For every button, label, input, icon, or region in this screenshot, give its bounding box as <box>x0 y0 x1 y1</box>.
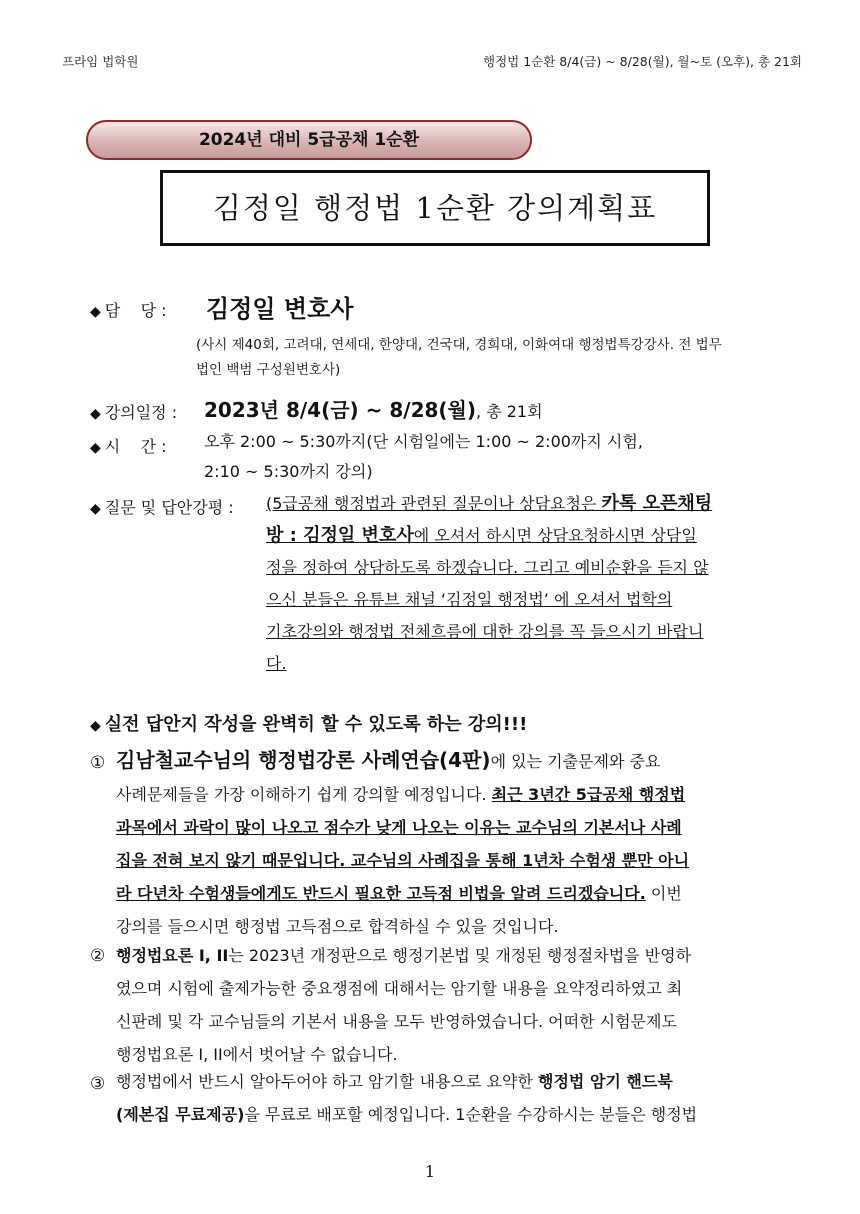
qa-text: 에 오셔서 하시면 상담요청하시면 상담일 <box>413 526 697 545</box>
item1-text: 이번 <box>645 884 682 903</box>
item1-text: 에 있는 기출문제와 중요 <box>490 752 661 771</box>
time-line: 오후 2:00 ~ 5:30까지(단 시험일에는 1:00 ~ 2:00까지 시험, <box>204 432 643 451</box>
item3-text: 을 무료로 배포할 예정입니다. 1순환을 수강하시는 분들은 행정법 <box>244 1105 698 1124</box>
header-academy: 프라임 법학원 <box>62 54 139 69</box>
qa-text: (5급공채 행정법과 관련된 질문이나 상담요청은 <box>266 494 602 513</box>
section-heading: ◆ 실전 답안지 작성을 완벽히 할 수 있도록 하는 강의!!! <box>90 714 528 735</box>
time-line: 2:10 ~ 5:30까지 강의) <box>204 462 373 481</box>
instructor-row <box>90 298 167 321</box>
item2-text: 신판례 및 각 교수님들의 기본서 내용을 모두 반영하였습니다. 어떠한 시험문제도 <box>116 1012 677 1031</box>
item-number: ① <box>90 753 106 773</box>
item3-free: (제본집 무료제공) <box>116 1105 245 1124</box>
schedule-dates: 2023년 8/4(금) ~ 8/28(월) <box>204 398 477 422</box>
item1-emphasis: 과목에서 과락이 많이 나오고 점수가 낮게 나오는 이유는 교수님의 기본서나 사례 <box>116 818 682 837</box>
diamond-icon: ◆ <box>90 718 101 734</box>
item2-text: 행정법요론 I, II에서 벗어날 수 없습니다. <box>116 1045 398 1064</box>
item2-book: 행정법요론 I, II <box>116 946 229 965</box>
qa-kakao: 카톡 오픈채팅 <box>601 493 713 514</box>
qa-row <box>90 495 234 518</box>
item1-emphasis: 최근 3년간 5급공채 행정법 <box>491 785 686 804</box>
diamond-icon: ◆ <box>90 440 101 456</box>
qa-body <box>266 488 782 680</box>
item1-text: 사례문제들을 가장 이해하기 쉽게 강의할 예정입니다. <box>116 785 492 804</box>
time-row <box>90 434 167 457</box>
item3-text: 행정법에서 반드시 알아두어야 하고 암기할 내용으로 요약한 <box>116 1072 539 1091</box>
qa-openchat: 방 : 김정일 변호사 <box>266 525 414 546</box>
diamond-icon: ◆ <box>90 501 101 517</box>
header-course-info: 행정법 1순환 8/4(금) ~ 8/28(월), 월~토 (오후), 총 21회 <box>483 54 802 69</box>
item1-emphasis: 집을 전혀 보지 않기 때문입니다. 교수님의 사례집을 통해 1년차 수험생 뿐만 아니 <box>116 851 690 870</box>
banner: 2024년 대비 5급공채 1순환 <box>86 120 532 160</box>
schedule-label: 강의일정 : <box>104 403 178 422</box>
item-number: ③ <box>90 1074 106 1094</box>
item-number: ② <box>90 946 106 966</box>
item3-handbook: 행정법 암기 핸드북 <box>538 1072 673 1091</box>
page-number: 1 <box>424 1162 436 1181</box>
time-label: 시 간 : <box>104 437 167 456</box>
qa-text: 다. <box>266 654 287 673</box>
item2-text: 였으며 시험에 출제가능한 중요쟁점에 대해서는 암기할 내용을 요약정리하였고 최 <box>116 979 683 998</box>
bio-line: 법인 백범 구성원변호사) <box>196 362 341 378</box>
instructor-label: 담 당 : <box>104 301 167 320</box>
instructor-bio <box>196 333 722 383</box>
item2-text: 는 2023년 개정판으로 행정기본법 및 개정된 행정절차법을 반영하 <box>228 946 692 965</box>
item1-text: 강의를 들으시면 행정법 고득점으로 합격하실 수 있을 것입니다. <box>116 917 559 936</box>
qa-label: 질문 및 답안강평 : <box>104 498 234 517</box>
item1-emphasis: 라 다년차 수험생들에게도 반드시 필요한 고득점 비법을 알려 드리겠습니다. <box>116 884 646 903</box>
schedule-total: , 총 21회 <box>476 402 543 421</box>
qa-text: 기초강의와 행정법 전체흐름에 대한 강의를 꼭 들으시기 바랍니 <box>266 622 704 641</box>
schedule-row <box>90 400 177 423</box>
qa-text: 으신 분들은 유튜브 채널 ‘김정일 행정법’ 에 오셔서 법학의 <box>266 590 673 609</box>
instructor-name: 김정일 변호사 <box>206 295 354 323</box>
diamond-icon: ◆ <box>90 406 101 422</box>
bio-line: (사시 제40회, 고려대, 연세대, 한양대, 건국대, 경희대, 이화여대 행정법특강강사. 전 법무 <box>196 337 722 353</box>
item1-body <box>116 744 784 943</box>
schedule-value <box>204 394 543 423</box>
item1-book: 김남철교수님의 행정법강론 사례연습(4판) <box>116 748 491 772</box>
qa-text: 정을 정하여 상담하도록 하겠습니다. 그리고 예비순환을 듣지 않 <box>266 558 709 577</box>
time-value <box>204 427 782 487</box>
item2-body <box>116 939 784 1071</box>
item3-body <box>116 1065 784 1131</box>
diamond-icon: ◆ <box>90 304 101 320</box>
page-title: 김정일 행정법 1순환 강의계획표 <box>160 170 710 246</box>
